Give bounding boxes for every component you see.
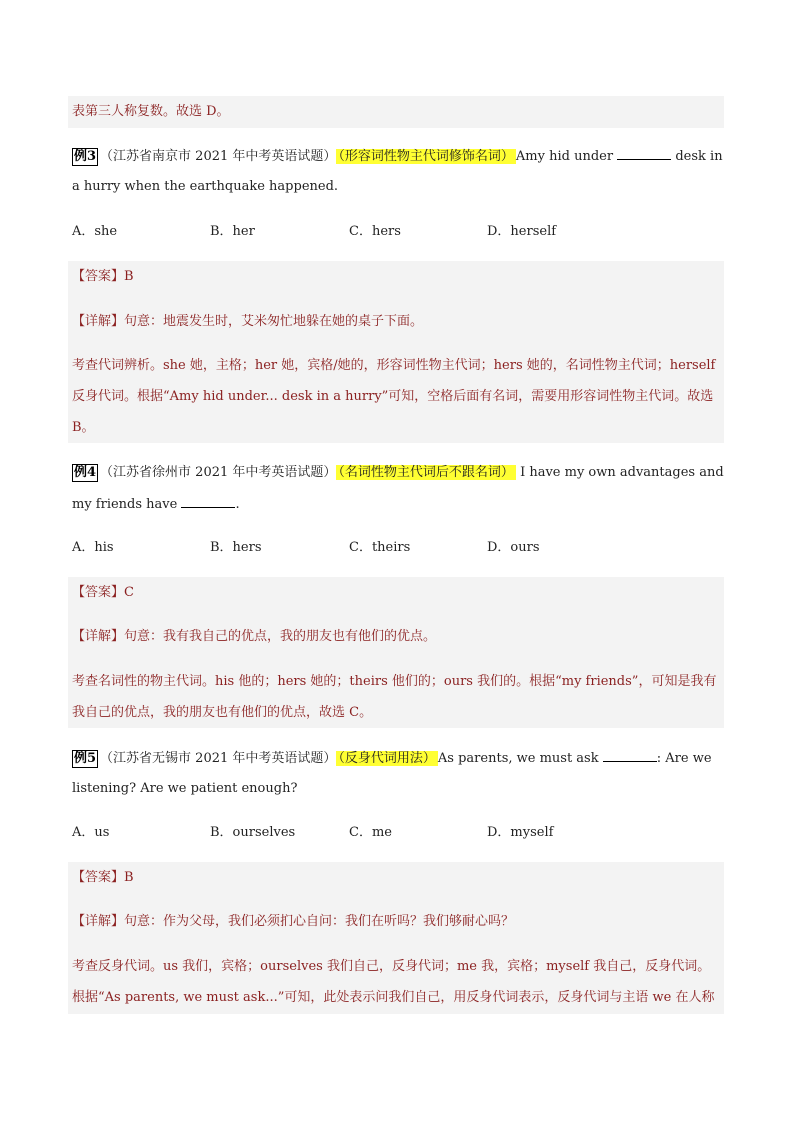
- example-label: 例3: [74, 149, 97, 164]
- question-source: （江苏省无锡市 2021 年中考英语试题）: [100, 751, 337, 766]
- option-c: C．hers: [349, 224, 401, 239]
- topic-highlight: （形容词性物主代词修饰名词）: [338, 149, 514, 164]
- question-source: （江苏省南京市 2021 年中考英语试题）: [100, 149, 337, 164]
- stem-text: I have my own advantages and: [520, 465, 724, 480]
- answer-line: 【答案】C: [72, 585, 134, 600]
- analysis-line: B。: [72, 420, 95, 435]
- answer-blank: [603, 749, 657, 762]
- option-a: A．his: [72, 540, 114, 555]
- question-4-stem-line2: [72, 495, 240, 514]
- answer-blank: [181, 495, 235, 508]
- option-a: A．she: [72, 224, 118, 239]
- detail-line: 【详解】句意：地震发生时，艾米匆忙地躲在她的桌子下面。: [72, 314, 424, 329]
- stem-text: my friends have: [72, 497, 178, 512]
- stem-text: Amy hid under: [515, 149, 614, 164]
- example-label: 例5: [74, 751, 97, 766]
- detail-line: 【详解】句意：作为父母，我们必须扪心自问：我们在听吗？我们够耐心吗？: [72, 914, 515, 929]
- stem-text: : Are we: [656, 751, 712, 766]
- analysis-line: 我自己的优点，我的朋友也有他们的优点，故选 C。: [72, 705, 373, 720]
- option-b: B．her: [210, 224, 255, 239]
- analysis-line: 反身代词。根据“Amy hid under... desk in a hurry”可知，空格后面有名词，需要用形容词性物主代词。故选: [72, 389, 714, 404]
- option-b: B．hers: [210, 540, 262, 555]
- analysis-line: 表第三人称复数。故选 D。: [72, 104, 230, 119]
- option-d: D．myself: [487, 825, 554, 840]
- option-a: A．us: [72, 825, 110, 840]
- topic-highlight: （反身代词用法）: [338, 751, 436, 766]
- stem-text: .: [235, 497, 240, 512]
- option-d: D．ours: [487, 540, 540, 555]
- example-label: 例4: [74, 465, 97, 480]
- question-4-stem: [72, 464, 724, 482]
- stem-text: desk in: [675, 149, 723, 164]
- answer-line: 【答案】B: [72, 870, 134, 885]
- option-d: D．herself: [487, 224, 557, 239]
- question-5-stem: [72, 749, 712, 768]
- question-3-stem-line2: a hurry when the earthquake happened.: [72, 179, 339, 194]
- analysis-line: 考查名词性的物主代词。his 他的；hers 她的；theirs 他们的；ours 我们的。根据“my friends”，可知是我有: [72, 674, 717, 689]
- analysis-line: 根据“As parents, we must ask...”可知，此处表示问我们自己，用反身代词表示，反身代词与主语 we 在人称: [72, 990, 715, 1005]
- question-5-stem-line2: listening? Are we patient enough?: [72, 781, 298, 796]
- option-b: B．ourselves: [210, 825, 296, 840]
- option-c: C．theirs: [349, 540, 411, 555]
- answer-blank: [617, 147, 671, 160]
- analysis-line: 考查反身代词。us 我们，宾格；ourselves 我们自己，反身代词；me 我，宾格；myself 我自己，反身代词。: [72, 959, 711, 974]
- option-c: C．me: [349, 825, 392, 840]
- stem-text: As parents, we must ask: [437, 751, 599, 766]
- question-source: （江苏省徐州市 2021 年中考英语试题）: [100, 465, 337, 480]
- detail-line: 【详解】句意：我有我自己的优点，我的朋友也有他们的优点。: [72, 629, 437, 644]
- question-3-stem: [72, 147, 723, 166]
- answer-band: [68, 261, 724, 443]
- analysis-line: 考查代词辨析。she 她，主格；her 她，宾格/她的，形容词性物主代词；hers 她的，名词性物主代词；herself: [72, 358, 716, 373]
- topic-highlight: （名词性物主代词后不跟名词）: [338, 465, 514, 480]
- answer-line: 【答案】B: [72, 269, 134, 284]
